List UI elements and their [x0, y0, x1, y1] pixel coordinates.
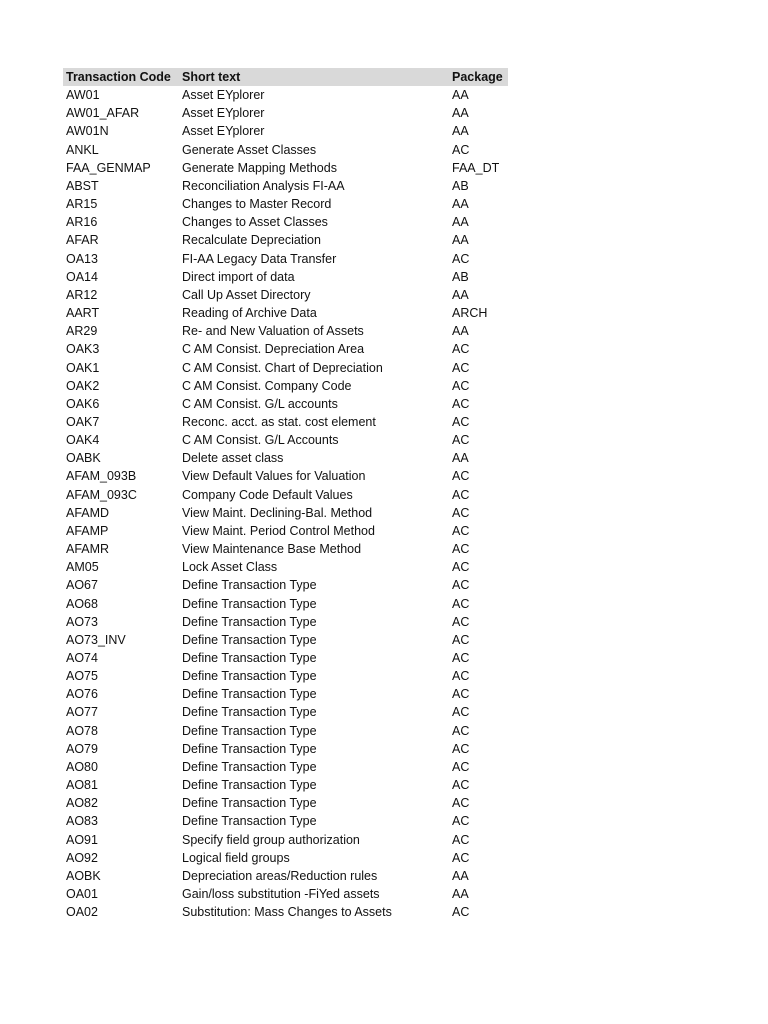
- transaction-code-cell: AFAMP: [66, 523, 109, 538]
- package-cell: AA: [452, 233, 469, 248]
- package-cell: AA: [452, 324, 469, 339]
- table-row: [63, 595, 508, 613]
- short-text-cell: C AM Consist. Depreciation Area: [182, 342, 365, 357]
- table-row: [63, 467, 508, 485]
- short-text-cell: C AM Consist. Chart of Depreciation: [182, 360, 383, 375]
- package-cell: AA: [452, 124, 469, 139]
- short-text-cell: Define Transaction Type: [182, 632, 317, 647]
- package-cell: AC: [452, 505, 470, 520]
- table-row: [63, 413, 508, 431]
- column-header-package: Package: [452, 70, 503, 84]
- table-row: [63, 268, 508, 286]
- package-cell: AB: [452, 269, 469, 284]
- package-cell: AC: [452, 669, 470, 684]
- transaction-code-cell: AM05: [66, 560, 99, 575]
- table-row: [63, 776, 508, 794]
- table-row: [63, 340, 508, 358]
- transaction-code-cell: AO81: [66, 778, 98, 793]
- short-text-cell: View Default Values for Valuation: [182, 469, 366, 484]
- transaction-code-cell: AOBK: [66, 868, 101, 883]
- transaction-code-cell: AFAM_093B: [66, 469, 137, 484]
- table-row: [63, 159, 508, 177]
- package-cell: AC: [452, 705, 470, 720]
- transaction-code-cell: AW01N: [66, 124, 109, 139]
- package-cell: AC: [452, 378, 470, 393]
- package-cell: AC: [452, 632, 470, 647]
- package-cell: AC: [452, 687, 470, 702]
- table-row: [63, 613, 508, 631]
- short-text-cell: Changes to Asset Classes: [182, 215, 328, 230]
- transaction-code-cell: AO73: [66, 614, 98, 629]
- short-text-cell: Lock Asset Class: [182, 560, 278, 575]
- transaction-code-cell: OA02: [66, 905, 98, 920]
- short-text-cell: Gain/loss substitution -FiYed assets: [182, 887, 380, 902]
- short-text-cell: View Maintenance Base Method: [182, 542, 362, 557]
- transaction-code-cell: AO82: [66, 796, 98, 811]
- short-text-cell: Define Transaction Type: [182, 651, 317, 665]
- transaction-code-cell: AO76: [66, 687, 98, 702]
- package-cell: AC: [452, 360, 470, 375]
- short-text-cell: FI-AA Legacy Data Transfer: [182, 251, 337, 266]
- package-cell: AC: [452, 778, 470, 793]
- table-row: [63, 631, 508, 649]
- short-text-cell: Reconciliation Analysis FI-AA: [182, 178, 345, 193]
- transaction-code-cell: AW01_AFAR: [66, 106, 140, 121]
- table-row: [63, 758, 508, 776]
- package-cell: FAA_DT: [452, 160, 500, 175]
- package-cell: AC: [452, 723, 470, 738]
- table-row: [63, 885, 508, 903]
- short-text-cell: Define Transaction Type: [182, 578, 317, 593]
- transaction-code-cell: AO74: [66, 651, 98, 665]
- transaction-code-cell: AFAM_093C: [66, 487, 137, 502]
- table-row: [63, 395, 508, 413]
- package-cell: AC: [452, 850, 470, 865]
- table-row: [63, 250, 508, 268]
- transaction-code-cell: OAK2: [66, 378, 100, 393]
- transaction-code-cell: OABK: [66, 451, 101, 466]
- package-cell: AC: [452, 832, 470, 847]
- transaction-code-cell: AO79: [66, 741, 98, 756]
- transaction-code-cell: AO77: [66, 705, 98, 720]
- short-text-cell: Define Transaction Type: [182, 759, 317, 774]
- short-text-cell: Generate Asset Classes: [182, 142, 317, 157]
- short-text-cell: Define Transaction Type: [182, 614, 317, 629]
- table-row: [63, 213, 508, 231]
- transaction-code-cell: OAK1: [66, 360, 100, 375]
- transaction-code-cell: OAK7: [66, 414, 100, 429]
- transaction-code-cell: AO75: [66, 669, 98, 684]
- table-body: [63, 86, 508, 921]
- short-text-cell: C AM Consist. G/L accounts: [182, 396, 338, 411]
- transaction-code-cell: OAK4: [66, 433, 100, 448]
- short-text-cell: Define Transaction Type: [182, 596, 317, 611]
- transaction-code-cell: AW01: [66, 88, 100, 103]
- short-text-cell: Define Transaction Type: [182, 778, 317, 793]
- short-text-cell: Define Transaction Type: [182, 723, 317, 738]
- short-text-cell: Direct import of data: [182, 269, 295, 284]
- table-row: [63, 231, 508, 249]
- table-header-row: [63, 68, 508, 86]
- table-row: [63, 304, 508, 322]
- table-row: [63, 377, 508, 395]
- table-row: [63, 286, 508, 304]
- package-cell: AC: [452, 651, 470, 665]
- transaction-code-cell: AO68: [66, 596, 98, 611]
- package-cell: AC: [452, 396, 470, 411]
- transaction-code-cell: AR15: [66, 197, 98, 212]
- table-row: [63, 794, 508, 812]
- transaction-code-cell: AO67: [66, 578, 98, 593]
- table-row: [63, 122, 508, 140]
- short-text-cell: Re- and New Valuation of Assets: [182, 324, 364, 339]
- table-row: [63, 740, 508, 758]
- transaction-code-cell: AFAR: [66, 233, 99, 248]
- short-text-cell: Call Up Asset Directory: [182, 287, 311, 302]
- package-cell: AC: [452, 614, 470, 629]
- package-cell: AC: [452, 578, 470, 593]
- package-cell: AA: [452, 887, 469, 902]
- short-text-cell: Asset EYplorer: [182, 124, 265, 139]
- package-cell: AC: [452, 414, 470, 429]
- short-text-cell: C AM Consist. Company Code: [182, 378, 352, 393]
- short-text-cell: Recalculate Depreciation: [182, 233, 321, 248]
- transaction-code-cell: OA01: [66, 887, 98, 902]
- table-row: [63, 540, 508, 558]
- transaction-code-cell: AO92: [66, 850, 98, 865]
- short-text-cell: Define Transaction Type: [182, 814, 317, 829]
- transaction-code-cell: AART: [66, 306, 100, 321]
- table-row: [63, 195, 508, 213]
- transaction-code-cell: OA13: [66, 251, 98, 266]
- package-cell: AA: [452, 868, 469, 883]
- short-text-cell: Generate Mapping Methods: [182, 160, 337, 175]
- short-text-cell: Asset EYplorer: [182, 106, 265, 121]
- short-text-cell: Delete asset class: [182, 451, 284, 466]
- short-text-cell: Define Transaction Type: [182, 796, 317, 811]
- table-row: [63, 812, 508, 830]
- package-cell: AC: [452, 433, 470, 448]
- transaction-code-cell: AO80: [66, 759, 98, 774]
- transaction-code-cell: OA14: [66, 269, 98, 284]
- transaction-code-table: [63, 68, 508, 921]
- table-row: [63, 849, 508, 867]
- package-cell: AA: [452, 451, 469, 466]
- table-row: [63, 141, 508, 159]
- package-cell: AC: [452, 905, 470, 920]
- short-text-cell: Logical field groups: [182, 850, 290, 865]
- short-text-cell: Reading of Archive Data: [182, 306, 317, 321]
- table-row: [63, 722, 508, 740]
- package-cell: ARCH: [452, 306, 488, 321]
- short-text-cell: Define Transaction Type: [182, 741, 317, 756]
- package-cell: AA: [452, 106, 469, 121]
- table-row: [63, 504, 508, 522]
- table-row: [63, 649, 508, 667]
- table-row: [63, 831, 508, 849]
- table-row: [63, 449, 508, 467]
- transaction-code-cell: AR12: [66, 287, 98, 302]
- short-text-cell: Company Code Default Values: [182, 487, 353, 502]
- column-header-transaction-code: Transaction Code: [66, 70, 171, 84]
- short-text-cell: View Maint. Period Control Method: [182, 523, 375, 538]
- transaction-code-cell: ABST: [66, 178, 99, 193]
- table-row: [63, 104, 508, 122]
- table-row: [63, 86, 508, 104]
- table-row: [63, 522, 508, 540]
- short-text-cell: Substitution: Mass Changes to Assets: [182, 905, 392, 920]
- table-row: [63, 486, 508, 504]
- transaction-code-cell: AO91: [66, 832, 98, 847]
- package-cell: AC: [452, 469, 470, 484]
- transaction-code-cell: FAA_GENMAP: [66, 160, 151, 175]
- short-text-cell: Define Transaction Type: [182, 687, 317, 702]
- table-row: [63, 359, 508, 377]
- package-cell: AC: [452, 596, 470, 611]
- package-cell: AC: [452, 542, 470, 557]
- package-cell: AC: [452, 814, 470, 829]
- transaction-code-cell: AO83: [66, 814, 98, 829]
- short-text-cell: Depreciation areas/Reduction rules: [182, 868, 378, 883]
- short-text-cell: Specify field group authorization: [182, 832, 360, 847]
- transaction-code-cell: AFAMR: [66, 542, 110, 557]
- column-header-short-text: Short text: [182, 70, 241, 84]
- table-row: [63, 867, 508, 885]
- package-cell: AA: [452, 88, 469, 103]
- transaction-code-cell: AR29: [66, 324, 98, 339]
- package-cell: AC: [452, 342, 470, 357]
- short-text-cell: Reconc. acct. as stat. cost element: [182, 414, 376, 429]
- package-cell: AC: [452, 560, 470, 575]
- transaction-code-cell: OAK3: [66, 342, 100, 357]
- table-row: [63, 322, 508, 340]
- short-text-cell: Changes to Master Record: [182, 197, 332, 212]
- table-row: [63, 903, 508, 921]
- package-cell: AC: [452, 487, 470, 502]
- package-cell: AA: [452, 215, 469, 230]
- short-text-cell: Define Transaction Type: [182, 669, 317, 684]
- package-cell: AC: [452, 523, 470, 538]
- short-text-cell: C AM Consist. G/L Accounts: [182, 433, 339, 448]
- transaction-code-cell: AFAMD: [66, 505, 110, 520]
- table-row: [63, 431, 508, 449]
- package-cell: AC: [452, 741, 470, 756]
- package-cell: AA: [452, 197, 469, 212]
- package-cell: AC: [452, 251, 470, 266]
- short-text-cell: Asset EYplorer: [182, 88, 265, 103]
- transaction-code-cell: OAK6: [66, 396, 100, 411]
- table-row: [63, 685, 508, 703]
- short-text-cell: Define Transaction Type: [182, 705, 317, 720]
- table-row: [63, 667, 508, 685]
- table-row: [63, 558, 508, 576]
- package-cell: AC: [452, 796, 470, 811]
- transaction-code-cell: AR16: [66, 215, 98, 230]
- transaction-code-cell: ANKL: [66, 142, 99, 157]
- table-row: [63, 177, 508, 195]
- package-cell: AC: [452, 142, 470, 157]
- transaction-code-cell: AO73_INV: [66, 632, 126, 647]
- package-cell: AB: [452, 178, 469, 193]
- transaction-code-cell: AO78: [66, 723, 98, 738]
- table-row: [63, 576, 508, 594]
- table-row: [63, 703, 508, 721]
- short-text-cell: View Maint. Declining-Bal. Method: [182, 505, 373, 520]
- package-cell: AC: [452, 759, 470, 774]
- package-cell: AA: [452, 287, 469, 302]
